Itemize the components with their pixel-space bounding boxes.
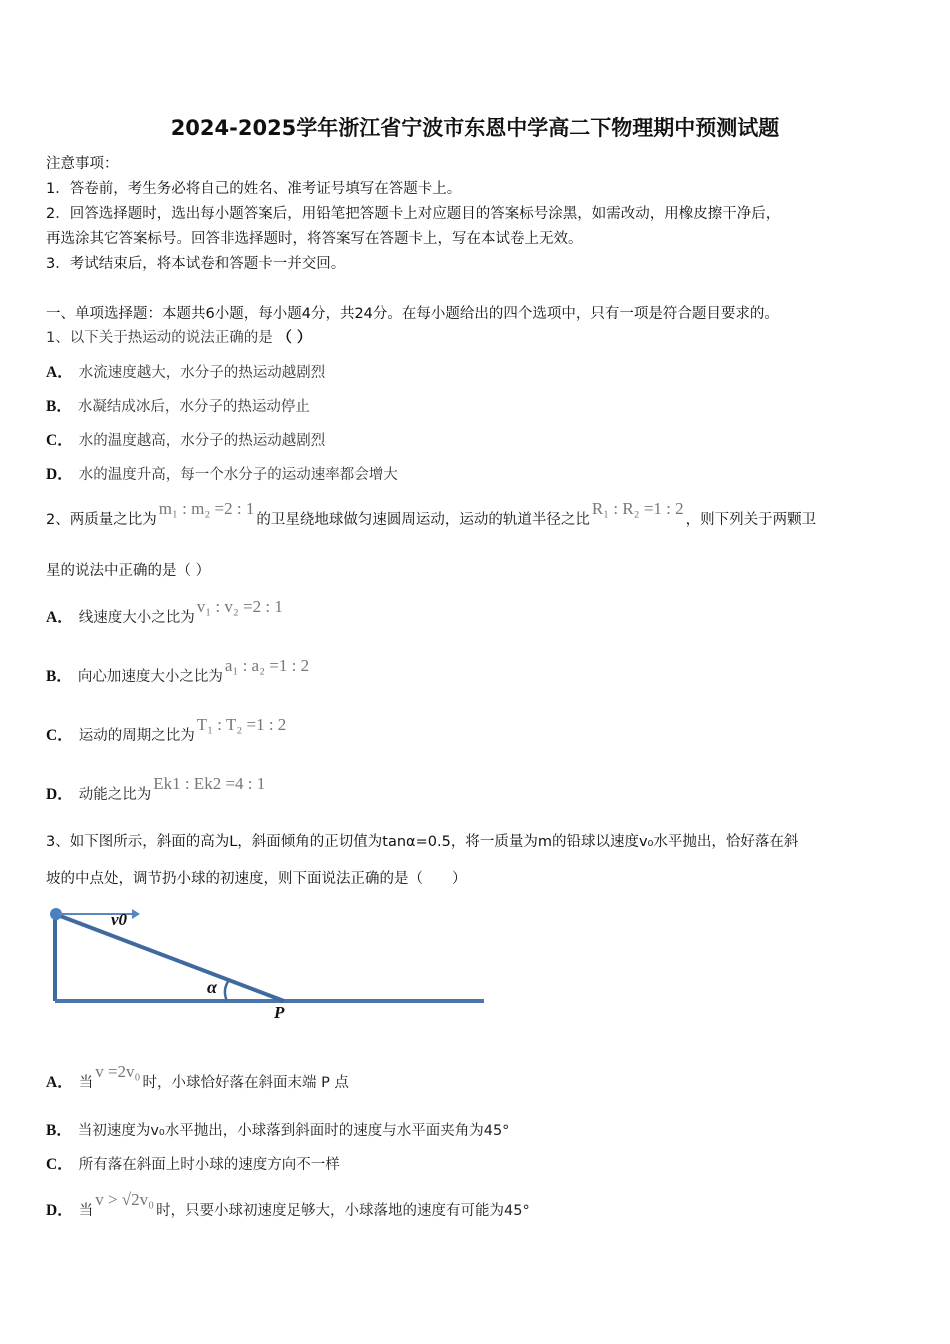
option-math: T₁ : T₂ =1 : 2 <box>196 715 287 734</box>
q1-option-c[interactable] <box>46 428 325 450</box>
option-label: C． <box>46 432 73 449</box>
q3-option-b[interactable] <box>46 1118 509 1140</box>
question-2-stem-line2: 星的说法中正确的是（ ） <box>46 563 211 579</box>
option-label: D． <box>46 466 73 483</box>
question-1-stem <box>46 326 311 347</box>
q1-option-a[interactable] <box>46 360 325 382</box>
notice-heading: 注意事项： <box>46 156 119 172</box>
q2-option-a[interactable] <box>46 597 285 627</box>
q2-option-c[interactable] <box>46 715 288 745</box>
option-text: 当初速度为v₀水平抛出，小球落到斜面时的速度与水平面夹角为45° <box>77 1123 510 1139</box>
option-label: A． <box>46 1074 73 1091</box>
question-1-blank: （ ） <box>277 330 312 346</box>
option-math: Ek1 : Ek2 =4 : 1 <box>153 774 266 793</box>
option-label: C． <box>46 727 73 744</box>
option-label: B． <box>46 668 72 685</box>
section-heading: 一、单项选择题：本题共6小题，每小题4分，共24分。在每小题给出的四个选项中，只有一项是符合题目要求的。 <box>46 306 779 322</box>
option-text: 水流速度越大，水分子的热运动越剧烈 <box>78 365 326 381</box>
angle-label: α <box>207 977 217 997</box>
option-text: 向心加速度大小之比为 <box>77 669 223 685</box>
math-mass-ratio: m₁ : m₂ =2 : 1 <box>158 499 255 518</box>
question-3-stem-line1: 3、如下图所示，斜面的高为L，斜面倾角的正切值为tanα=0.5，将一质量为m的铅球以速度v₀水平抛出，恰好落在斜 <box>46 834 799 850</box>
option-label: C． <box>46 1156 73 1173</box>
q1-option-b[interactable] <box>46 394 310 416</box>
option-text: 水的温度升高，每一个水分子的运动速率都会增大 <box>78 467 398 483</box>
page-title: 2024-2025学年浙江省宁波市东恩中学高二下物理期中预测试题 <box>170 116 780 140</box>
point-label: P <box>274 1003 285 1022</box>
option-text: 水凝结成冰后，水分子的热运动停止 <box>77 399 310 415</box>
question-2-text-3: ，则下列关于两颗卫 <box>685 512 817 528</box>
notice-item-2-cont: 再选涂其它答案标号。回答非选择题时，将答案写在答题卡上，写在本试卷上无效。 <box>46 231 583 247</box>
math-radius-ratio: R₁ : R₂ =1 : 2 <box>591 499 684 518</box>
question-2-stem <box>46 499 817 529</box>
option-text: 运动的周期之比为 <box>78 728 195 744</box>
q3-option-a[interactable] <box>46 1062 349 1092</box>
notice-item-2: 2．回答选择题时，选出每小题答案后，用铅笔把答题卡上对应题目的答案标号涂黑，如需改动，用橡皮擦干净后， <box>46 206 781 222</box>
question-2-text-1: 2、两质量之比为 <box>46 512 157 528</box>
option-pre: 当 <box>78 1203 94 1219</box>
q1-option-d[interactable] <box>46 462 398 484</box>
option-label: A． <box>46 364 73 381</box>
option-label: A． <box>46 609 73 626</box>
q3-option-c[interactable] <box>46 1152 340 1174</box>
option-math: v₁ : v₂ =2 : 1 <box>196 597 283 616</box>
question-3-stem-line2: 坡的中点处，调节扔小球的初速度，则下面说法正确的是（ ） <box>46 871 467 887</box>
option-text: 时，小球恰好落在斜面末端 P 点 <box>142 1075 349 1091</box>
option-math: a₁ : a₂ =1 : 2 <box>224 656 310 675</box>
option-label: B． <box>46 1122 72 1139</box>
angle-arc-icon <box>225 980 229 1001</box>
velocity-label: v0 <box>111 910 128 929</box>
option-label: D． <box>46 786 73 803</box>
q2-option-d[interactable] <box>46 774 267 804</box>
option-label: D． <box>46 1202 73 1219</box>
question-2-text-2: 的卫星绕地球做匀速圆周运动，运动的轨道半径之比 <box>256 512 590 528</box>
q3-option-d[interactable] <box>46 1190 530 1220</box>
option-text: 水的温度越高，水分子的热运动越剧烈 <box>78 433 326 449</box>
incline-diagram <box>44 900 494 1030</box>
slope-line <box>55 914 284 1001</box>
option-text: 线速度大小之比为 <box>78 610 195 626</box>
q2-option-b[interactable] <box>46 656 311 686</box>
option-math: v > √2v₀ <box>95 1190 155 1209</box>
option-text: 时，只要小球初速度足够大，小球落地的速度有可能为45° <box>156 1203 530 1219</box>
option-text: 动能之比为 <box>78 787 152 803</box>
notice-item-1: 1．答卷前，考生务必将自己的姓名、准考证号填写在答题卡上。 <box>46 181 462 197</box>
option-label: B． <box>46 398 72 415</box>
question-1-text: 1、以下关于热运动的说法正确的是 <box>46 330 273 346</box>
notice-item-3: 3．考试结束后，将本试卷和答题卡一并交回。 <box>46 256 346 272</box>
option-text: 所有落在斜面上时小球的速度方向不一样 <box>78 1157 340 1173</box>
option-math: v =2v₀ <box>95 1062 141 1081</box>
option-pre: 当 <box>78 1075 94 1091</box>
